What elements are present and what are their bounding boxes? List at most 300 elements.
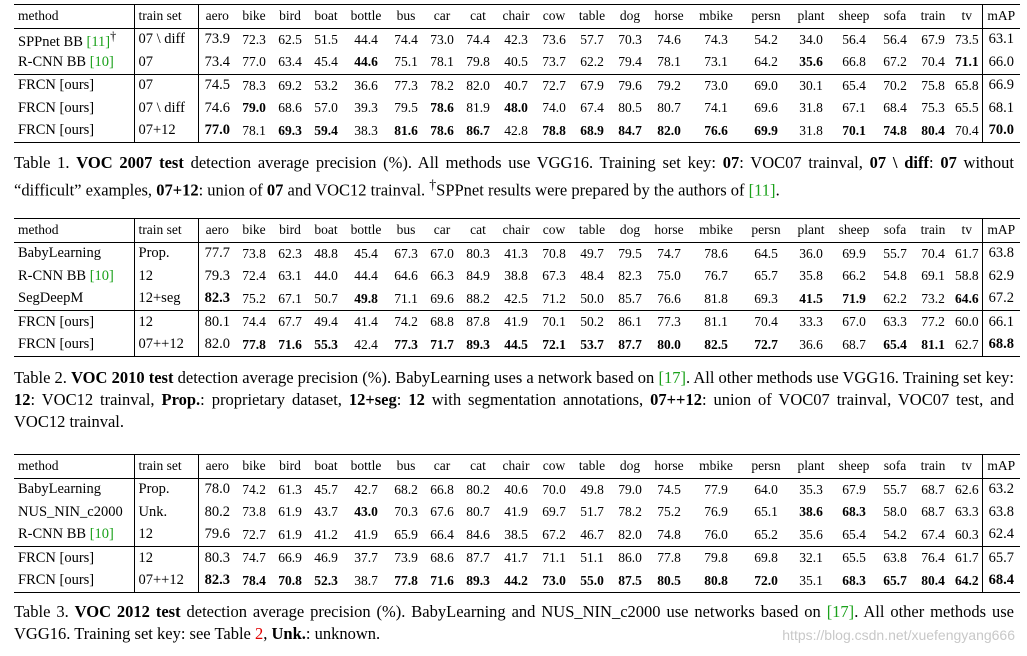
column-header: plant [790,5,832,29]
table-row [14,265,1020,288]
table-row [14,524,1020,547]
caption-text: : [396,390,409,409]
method-name: R-CNN BB [18,53,90,70]
ap-value-cell: 75.2 [657,504,681,520]
map-value-cell: 63.8 [982,242,1020,265]
ap-value-cell: 44.5 [496,334,536,357]
table-voc2010 [14,218,1014,357]
table-row [14,51,1020,74]
ap-value-cell: 65.7 [876,570,914,593]
ap-value-cell: 74.2 [388,311,424,334]
ap-value-cell: 33.3 [790,311,832,334]
ap-value-cell: 84.9 [466,268,490,284]
column-header: sofa [876,5,914,29]
ap-value-cell: 69.1 [921,268,945,284]
train-set-cell: 12 [134,547,198,570]
caption-key: 07 \ diff [869,153,929,172]
ap-value-cell: 63.4 [278,54,302,70]
ap-value-cell: 79.0 [242,100,266,116]
column-header: train set [134,219,198,243]
ap-value-cell: 43.0 [354,504,378,520]
ap-value-cell: 86.7 [460,120,496,143]
ap-value-cell: 81.1 [914,334,952,357]
column-header: boat [308,219,344,243]
column-header: cow [536,455,572,479]
ap-value-cell: 55.7 [883,481,907,497]
ap-value-cell: 74.4 [236,311,272,334]
ap-value-cell: 65.5 [832,547,876,570]
ap-value-cell: 69.6 [754,100,778,116]
ap-value-cell: 79.8 [690,547,742,570]
ap-value-cell: 55.3 [308,334,344,357]
ap-value-cell: 41.9 [496,311,536,334]
header-row [14,5,1020,29]
method-name: FRCN [ours] [18,313,95,330]
ap-value-cell: 79.0 [618,481,642,497]
ap-value-cell: 71.6 [424,570,460,593]
column-header: dog [612,5,648,29]
ap-value-cell: 82.3 [198,570,236,593]
ap-value-cell: 30.1 [790,74,832,97]
ap-value-cell: 74.3 [704,31,728,47]
citation-link[interactable]: [10] [89,526,114,543]
ap-value-cell: 67.1 [278,290,302,306]
ap-value-cell: 40.7 [496,74,536,97]
ap-value-cell: 36.6 [790,334,832,357]
ap-value-cell: 49.4 [308,311,344,334]
ap-value-cell: 82.3 [618,268,642,284]
citation-link[interactable]: [17] [826,602,855,621]
caption-key: 07 [940,153,957,172]
ap-value-cell: 62.5 [278,31,302,47]
table-voc2012 [14,454,1014,593]
column-header: bike [236,5,272,29]
caption-key: 07 [722,153,740,172]
caption-table-2 [14,367,1014,433]
ap-value-cell: 72.1 [536,334,572,357]
citation-link[interactable]: [10] [89,53,114,70]
column-header: bike [236,455,272,479]
ap-value-cell: 78.0 [198,478,236,501]
citation-link[interactable]: [10] [89,267,114,284]
column-header: mbike [690,5,742,29]
ap-value-cell: 35.6 [799,526,823,542]
ap-value-cell: 38.3 [344,120,388,143]
caption-title: VOC 2010 test [71,368,174,387]
column-header: mAP [982,455,1020,479]
column-header: sheep [832,219,876,243]
ap-value-cell: 35.8 [799,268,823,284]
ap-value-cell: 73.7 [542,54,566,70]
column-header: plant [790,455,832,479]
method-cell [14,524,134,547]
ap-value-cell: 65.4 [876,334,914,357]
ap-value-cell: 62.2 [883,290,907,306]
ap-value-cell: 48.0 [504,100,528,116]
ap-value-cell: 87.7 [612,334,648,357]
ap-value-cell: 74.6 [198,97,236,120]
train-set-cell: 12 [134,311,198,334]
ap-value-cell: 68.7 [921,504,945,520]
column-header: horse [648,455,690,479]
column-header: bird [272,219,308,243]
ap-value-cell: 66.4 [430,526,454,542]
citation-link[interactable]: [17] [658,368,686,387]
ap-value-cell: 73.8 [242,245,266,261]
train-set-cell: Prop. [134,478,198,501]
map-value-cell: 67.2 [982,288,1020,311]
column-header: bus [388,5,424,29]
ap-value-cell: 68.3 [832,570,876,593]
ap-value-cell: 55.7 [883,245,907,261]
ap-value-cell: 80.1 [198,311,236,334]
ap-value-cell: 57.7 [580,31,604,47]
ap-value-cell: 89.3 [460,334,496,357]
ap-value-cell: 80.4 [914,570,952,593]
column-header: dog [612,219,648,243]
column-header: train [914,5,952,29]
caption-label: Table 3. [14,602,69,621]
method-cell [14,97,134,120]
method-cell [14,120,134,143]
caption-key: 07++12 [650,390,702,409]
ap-value-cell: 62.2 [580,54,604,70]
ap-value-cell: 67.0 [832,311,876,334]
train-set-cell: 07 \ diff [134,28,198,51]
results-table [14,218,1020,357]
ap-value-cell: 48.8 [314,245,338,261]
map-value-cell: 66.9 [982,74,1020,97]
ap-value-cell: 77.7 [198,242,236,265]
ap-value-cell: 56.4 [883,31,907,47]
ap-value-cell: 80.5 [648,570,690,593]
ap-value-cell: 73.0 [430,31,454,47]
method-name: NUS_NIN_c2000 [18,503,123,520]
ap-value-cell: 61.7 [952,547,982,570]
caption-key: 12+seg [348,390,397,409]
ap-value-cell: 78.1 [430,54,454,70]
column-header: cat [460,219,496,243]
ap-value-cell: 79.5 [618,245,642,261]
ap-value-cell: 81.9 [466,100,490,116]
ap-value-cell: 80.0 [648,334,690,357]
ap-value-cell: 68.2 [394,481,418,497]
ap-value-cell: 67.2 [542,526,566,542]
ap-value-cell: 41.2 [314,526,338,542]
column-header: method [14,455,134,479]
ap-value-cell: 70.3 [618,31,642,47]
ap-value-cell: 61.9 [278,504,302,520]
column-header: mAP [982,219,1020,243]
table-row [14,97,1020,120]
ap-value-cell: 67.1 [842,100,866,116]
ap-value-cell: 70.0 [542,481,566,497]
ap-value-cell: 71.1 [536,547,572,570]
ap-value-cell: 74.2 [242,481,266,497]
method-name: R-CNN BB [18,267,90,284]
ap-value-cell: 44.4 [354,31,378,47]
caption-text: : unknown. [305,624,381,643]
ap-value-cell: 73.9 [388,547,424,570]
column-header: cat [460,5,496,29]
ap-value-cell: 44.0 [314,268,338,284]
ap-value-cell: 73.0 [536,570,572,593]
column-header: table [572,5,612,29]
caption-title: VOC 2007 test [76,153,184,172]
column-header: mAP [982,5,1020,29]
ap-value-cell: 35.1 [790,570,832,593]
table-row [14,242,1020,265]
column-header: cow [536,5,572,29]
ap-value-cell: 49.7 [580,245,604,261]
map-value-cell: 63.1 [982,28,1020,51]
ap-value-cell: 70.2 [876,74,914,97]
ap-value-cell: 39.3 [354,100,378,116]
citation-link[interactable]: [11] [748,180,776,200]
ap-value-cell: 70.4 [921,245,945,261]
column-header: tv [952,5,982,29]
method-name: BabyLearning [18,245,101,262]
train-set-cell: Unk. [134,501,198,524]
ap-value-cell: 69.3 [754,290,778,306]
table-reference-link[interactable]: 2 [254,624,264,643]
caption-text: detection average precision (%). BabyLearning and NUS_NIN_c2000 use networks based on [180,602,827,621]
ap-value-cell: 70.8 [542,245,566,261]
ap-value-cell: 73.8 [242,504,266,520]
ap-value-cell: 78.1 [236,120,272,143]
caption-text: : [928,153,941,172]
ap-value-cell: 37.7 [344,547,388,570]
column-header: persn [742,5,790,29]
map-value-cell: 65.7 [982,547,1020,570]
ap-value-cell: 69.3 [272,120,308,143]
ap-value-cell: 78.2 [424,74,460,97]
ap-value-cell: 35.6 [799,54,823,70]
ap-value-cell: 40.5 [504,54,528,70]
map-value-cell: 68.8 [982,334,1020,357]
column-header: chair [496,219,536,243]
ap-value-cell: 41.7 [496,547,536,570]
caption-table-1 [14,152,1014,202]
column-header: method [14,5,134,29]
ap-value-cell: 82.5 [690,334,742,357]
ap-value-cell: 56.4 [842,31,866,47]
ap-value-cell: 68.7 [921,481,945,497]
ap-value-cell: 76.9 [704,504,728,520]
caption-label: Table 2. [14,368,67,387]
ap-value-cell: 31.8 [790,120,832,143]
dagger-mark: † [429,177,437,192]
ap-value-cell: 38.6 [799,504,823,520]
watermark: https://blog.csdn.net/xuefengyang666 [782,627,1015,643]
header-row [14,219,1020,243]
caption-text: : proprietary dataset, [200,390,349,409]
ap-value-cell: 71.7 [424,334,460,357]
ap-value-cell: 49.8 [580,481,604,497]
ap-value-cell: 65.1 [754,504,778,520]
ap-value-cell: 45.7 [314,481,338,497]
method-name: FRCN [ours] [18,572,95,589]
ap-value-cell: 54.2 [883,526,907,542]
ap-value-cell: 66.9 [272,547,308,570]
ap-value-cell: 72.7 [536,74,572,97]
method-name: BabyLearning [18,481,101,498]
ap-value-cell: 77.8 [388,570,424,593]
ap-value-cell: 63.8 [876,547,914,570]
map-value-cell: 62.4 [982,524,1020,547]
ap-value-cell: 79.4 [618,54,642,70]
column-header: bus [388,219,424,243]
ap-value-cell: 61.9 [278,526,302,542]
method-cell [14,311,134,334]
ap-value-cell: 73.0 [690,74,742,97]
ap-value-cell: 73.9 [198,28,236,51]
method-cell [14,74,134,97]
ap-value-cell: 69.9 [742,120,790,143]
ap-value-cell: 75.2 [242,290,266,306]
ap-value-cell: 63.3 [954,504,979,520]
ap-value-cell: 74.5 [657,481,681,497]
ap-value-cell: 61.7 [954,245,979,261]
method-cell [14,288,134,311]
citation-link[interactable]: [11] [86,33,111,50]
ap-value-cell: 71.6 [272,334,308,357]
ap-value-cell: 46.7 [580,526,604,542]
ap-value-cell: 67.9 [842,481,866,497]
ap-value-cell: 62.7 [952,334,982,357]
caption-text: : union of VOC07 trainval, VOC07 test, and VOC12 trainval. [14,390,1014,431]
ap-value-cell: 63.3 [876,311,914,334]
train-set-cell: 07 [134,51,198,74]
train-set-cell: 07++12 [134,334,198,357]
ap-value-cell: 66.8 [842,54,866,70]
column-header: chair [496,5,536,29]
caption-text: and VOC12 trainval. [283,180,430,200]
ap-value-cell: 60.3 [954,526,979,542]
ap-value-cell: 65.4 [832,74,876,97]
ap-value-cell: 79.3 [198,265,236,288]
ap-value-cell: 74.6 [657,31,681,47]
ap-value-cell: 71.1 [954,54,979,70]
ap-value-cell: 78.1 [657,54,681,70]
ap-value-cell: 80.7 [466,504,490,520]
ap-value-cell: 77.3 [648,311,690,334]
caption-key: 07 [266,180,284,200]
caption-text: detection average precision (%). BabyLearning uses a network based on [173,368,659,387]
ap-value-cell: 38.7 [344,570,388,593]
ap-value-cell: 54.2 [754,31,778,47]
table-row [14,501,1020,524]
method-name: FRCN [ours] [18,99,95,116]
column-header: persn [742,455,790,479]
ap-value-cell: 86.1 [612,311,648,334]
column-header: horse [648,5,690,29]
ap-value-cell: 69.6 [430,290,454,306]
ap-value-cell: 36.0 [799,245,823,261]
ap-value-cell: 63.1 [278,268,302,284]
ap-value-cell: 67.3 [542,268,566,284]
ap-value-cell: 50.7 [314,290,338,306]
caption-text: , [263,624,272,643]
results-table [14,4,1020,143]
ap-value-cell: 68.4 [883,100,907,116]
ap-value-cell: 52.3 [308,570,344,593]
ap-value-cell: 80.2 [466,481,490,497]
ap-value-cell: 40.6 [504,481,528,497]
table-row [14,288,1020,311]
ap-value-cell: 67.4 [921,526,945,542]
train-set-cell: 12+seg [134,288,198,311]
train-set-cell: 12 [134,265,198,288]
ap-value-cell: 74.5 [198,74,236,97]
ap-value-cell: 49.8 [354,290,378,306]
ap-value-cell: 84.6 [466,526,490,542]
ap-value-cell: 72.4 [242,268,266,284]
column-header: train set [134,5,198,29]
ap-value-cell: 77.8 [236,334,272,357]
ap-value-cell: 67.6 [430,504,454,520]
column-header: horse [648,219,690,243]
ap-value-cell: 78.2 [618,504,642,520]
ap-value-cell: 80.8 [690,570,742,593]
ap-value-cell: 75.0 [657,268,681,284]
ap-value-cell: 67.0 [430,245,454,261]
method-cell [14,570,134,593]
column-header: persn [742,219,790,243]
ap-value-cell: 59.4 [308,120,344,143]
ap-value-cell: 69.2 [272,74,308,97]
ap-value-cell: 41.9 [354,526,378,542]
ap-value-cell: 82.3 [198,288,236,311]
ap-value-cell: 65.5 [954,100,979,116]
table-row [14,570,1020,593]
ap-value-cell: 68.8 [424,311,460,334]
ap-value-cell: 75.1 [394,54,418,70]
column-header: train [914,219,952,243]
caption-text: . All other methods use VGG16. Training set key: see Table [14,602,1014,643]
map-value-cell: 63.8 [982,501,1020,524]
ap-value-cell: 79.6 [198,524,236,547]
method-cell [14,242,134,265]
column-header: cow [536,219,572,243]
ap-value-cell: 68.3 [842,504,866,520]
method-cell [14,28,134,51]
ap-value-cell: 77.2 [914,311,952,334]
ap-value-cell: 76.6 [690,120,742,143]
ap-value-cell: 65.4 [842,526,866,542]
train-set-cell: 07+12 [134,120,198,143]
method-cell [14,478,134,501]
column-header: tv [952,455,982,479]
ap-value-cell: 50.2 [572,311,612,334]
ap-value-cell: 89.3 [460,570,496,593]
ap-value-cell: 64.6 [954,290,979,306]
results-table [14,454,1020,593]
train-set-cell: 12 [134,524,198,547]
ap-value-cell: 64.2 [754,54,778,70]
ap-value-cell: 65.7 [754,268,778,284]
ap-value-cell: 85.7 [618,290,642,306]
ap-value-cell: 81.1 [690,311,742,334]
ap-value-cell: 77.8 [648,547,690,570]
dagger-mark: † [110,28,117,43]
table-row [14,547,1020,570]
ap-value-cell: 79.2 [648,74,690,97]
ap-value-cell: 50.0 [580,290,604,306]
method-name: FRCN [ours] [18,77,95,94]
ap-value-cell: 77.0 [198,120,236,143]
ap-value-cell: 81.8 [704,290,728,306]
